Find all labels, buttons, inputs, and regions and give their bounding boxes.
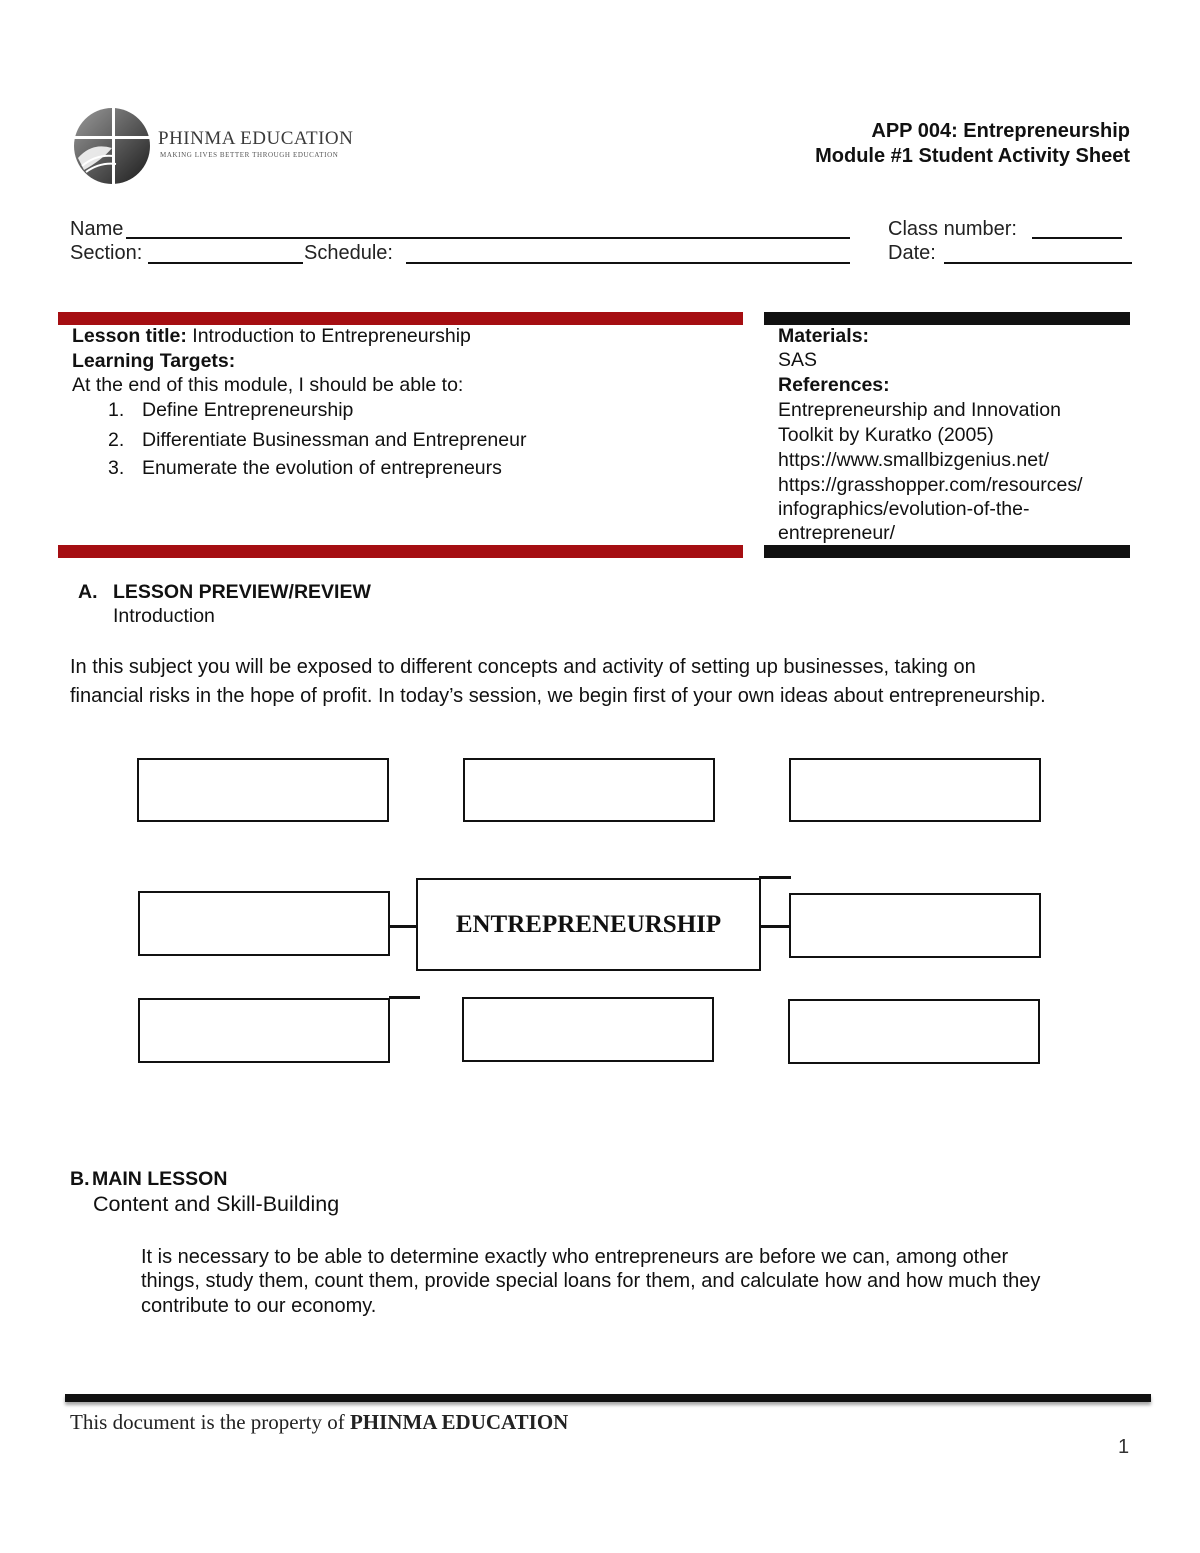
reference-line: Entrepreneurship and Innovation (778, 399, 1061, 421)
footer-org: PHINMA EDUCATION (349, 1410, 569, 1434)
connector-stub-bottom-left (389, 996, 420, 999)
target-1-text: Define Entrepreneurship (142, 399, 354, 421)
target-1-number: 1. (108, 399, 125, 421)
references-label: References: (778, 374, 890, 396)
section-a-letter: A. (78, 581, 98, 603)
section-a-heading: LESSON PREVIEW/REVIEW (113, 581, 371, 603)
date-field[interactable] (944, 262, 1132, 264)
idea-box-bottom-left[interactable] (138, 998, 390, 1063)
footer-text (70, 1410, 568, 1435)
section-field[interactable] (148, 262, 303, 264)
name-field[interactable] (126, 237, 850, 239)
section-a-subheading: Introduction (113, 605, 215, 627)
course-title: APP 004: Entrepreneurship (871, 120, 1130, 142)
section-b-paragraph-line: contribute to our economy. (141, 1295, 377, 1317)
sheet-title: Module #1 Student Activity Sheet (815, 145, 1130, 167)
idea-box-middle-left[interactable] (138, 891, 390, 956)
lesson-title-label: Lesson title: (72, 325, 187, 347)
schedule-label: Schedule: (304, 242, 393, 264)
section-b-paragraph-line: It is necessary to be able to determine exactly who entrepreneurs are before we can, among other (141, 1246, 1009, 1268)
idea-box-top-left[interactable] (137, 758, 389, 822)
section-label: Section: (70, 242, 143, 264)
date-label: Date: (888, 242, 936, 264)
page-number: 1 (1118, 1436, 1130, 1458)
section-b-heading: MAIN LESSON (92, 1168, 228, 1190)
connector-left (390, 925, 417, 928)
lesson-title-value: Introduction to Entrepreneurship (186, 325, 471, 347)
section-a-paragraph-line: In this subject you will be exposed to different concepts and activity of setting up businesses, taking on (70, 656, 976, 678)
reference-link[interactable]: https://grasshopper.com/resources/ (778, 474, 1083, 496)
section-a-paragraph-line: financial risks in the hope of profit. In today’s session, we begin first of your own ideas about entrepreneurship. (70, 685, 1046, 707)
idea-box-top-right[interactable] (789, 758, 1041, 822)
reference-line: Toolkit by Kuratko (2005) (778, 424, 994, 446)
target-2-text: Differentiate Businessman and Entrepreneur (142, 429, 527, 451)
connector-right (761, 925, 790, 928)
target-2-number: 2. (108, 429, 125, 451)
footer-prefix: This document is the property of (70, 1410, 350, 1434)
class-number-field[interactable] (1032, 237, 1122, 239)
center-concept-box: ENTREPRENEURSHIP (416, 878, 761, 971)
materials-label: Materials: (778, 325, 870, 347)
idea-box-bottom-center[interactable] (462, 997, 714, 1062)
logo-name: PHINMA EDUCATION (158, 128, 354, 149)
logo-tagline: MAKING LIVES BETTER THROUGH EDUCATION (160, 151, 339, 159)
class-number-label: Class number: (888, 218, 1017, 240)
lesson-bottom-bar (58, 545, 743, 558)
learning-targets-label: Learning Targets: (72, 350, 236, 372)
materials-bottom-bar (764, 545, 1130, 558)
idea-box-middle-right[interactable] (789, 893, 1041, 958)
target-3-number: 3. (108, 457, 125, 479)
footer-bar (65, 1394, 1151, 1402)
learning-targets-intro: At the end of this module, I should be able to: (72, 374, 464, 396)
connector-stub-top-right (759, 876, 791, 879)
section-b-letter: B. (70, 1168, 90, 1190)
section-b-subheading: Content and Skill-Building (93, 1192, 340, 1216)
idea-box-bottom-right[interactable] (788, 999, 1040, 1064)
target-3-text: Enumerate the evolution of entrepreneurs (142, 457, 502, 479)
reference-link[interactable]: entrepreneur/ (778, 522, 896, 544)
name-label: Name (70, 218, 124, 240)
idea-box-top-center[interactable] (463, 758, 715, 822)
section-b-paragraph-line: things, study them, count them, provide special loans for them, and calculate how and how much they (141, 1270, 1041, 1292)
reference-link[interactable]: https://www.smallbizgenius.net/ (778, 449, 1049, 471)
materials-value: SAS (778, 349, 818, 371)
lesson-title (72, 324, 471, 348)
schedule-field[interactable] (406, 262, 850, 264)
reference-link[interactable]: infographics/evolution-of-the- (778, 498, 1030, 520)
